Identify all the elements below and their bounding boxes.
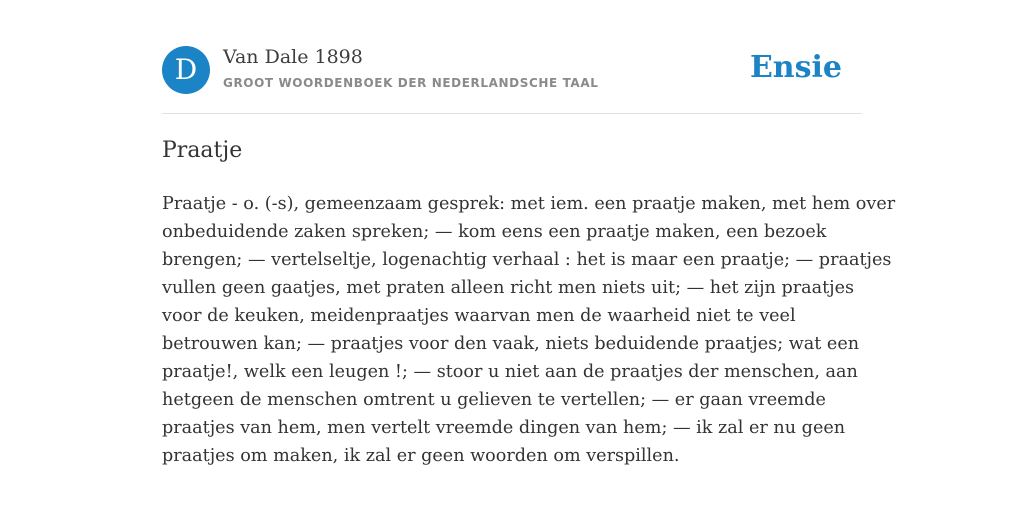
header-divider bbox=[162, 113, 862, 114]
ensie-logo[interactable]: Ensie bbox=[749, 50, 842, 85]
entry-header bbox=[162, 46, 862, 96]
dictionary-entry-card bbox=[162, 0, 896, 512]
source-subtitle: GROOT WOORDENBOEK DER NEDERLANDSCHE TAAL bbox=[223, 76, 599, 90]
definition-line: brengen; — vertelseltje, logenachtig verhaal : het is maar een praatje; — praatjes bbox=[162, 250, 892, 270]
definition-line: onbeduidende zaken spreken; — kom eens een praatje maken, een bezoek bbox=[162, 222, 827, 242]
definition-line: praatjes van hem, men vertelt vreemde dingen van hem; — ik zal er nu geen bbox=[162, 418, 846, 438]
definition-line: Praatje - o. (-s), gemeenzaam gesprek: met iem. een praatje maken, met hem over bbox=[162, 194, 896, 214]
definition-line: hetgeen de menschen omtrent u gelieven te vertellen; — er gaan vreemde bbox=[162, 390, 826, 410]
source-logo[interactable]: D bbox=[162, 46, 210, 94]
entry-title: Praatje bbox=[162, 138, 243, 163]
definition-line: voor de keuken, meidenpraatjes waarvan men de waarheid niet te veel bbox=[162, 306, 796, 326]
entry-definition bbox=[162, 190, 896, 470]
definition-line: praatjes om maken, ik zal er geen woorden om verspillen. bbox=[162, 446, 680, 466]
definition-line: praatje!, welk een leugen !; — stoor u niet aan de praatjes der menschen, aan bbox=[162, 362, 858, 382]
source-title[interactable]: Van Dale 1898 bbox=[223, 46, 363, 68]
definition-line: vullen geen gaatjes, met praten alleen richt men niets uit; — het zijn praatjes bbox=[162, 278, 855, 298]
definition-line: betrouwen kan; — praatjes voor den vaak, niets beduidende praatjes; wat een bbox=[162, 334, 860, 354]
